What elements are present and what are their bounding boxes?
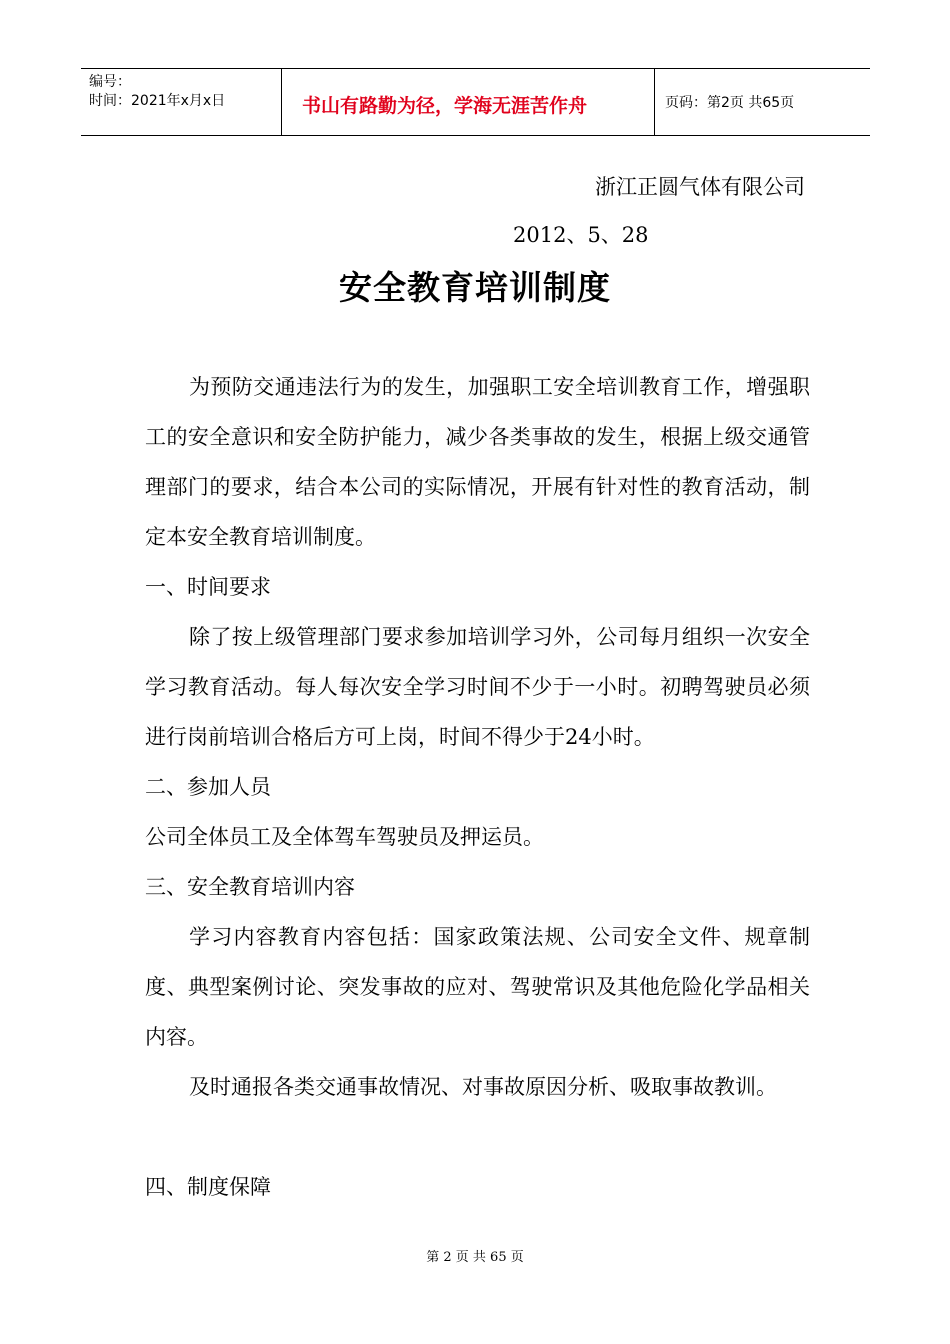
section-heading-time: 一、时间要求 [145, 575, 271, 599]
header-meta-cell [81, 69, 282, 135]
section-heading-content: 三、安全教育培训内容 [145, 875, 355, 899]
spacer [145, 1112, 810, 1162]
header-motto-cell [282, 69, 655, 135]
header-page-cell [655, 69, 870, 135]
document-header [81, 68, 870, 136]
company-name: 浙江正圆气体有限公司 [595, 175, 805, 199]
intro-paragraph: 为预防交通违法行为的发生，加强职工安全培训教育工作，增强职工的安全意识和安全防护能力，减少各类事故的发生，根据上级交通管理部门的要求，结合本公司的实际情况，开展有针对性的教育活动，制定本安全教育培训制度。 [145, 375, 810, 549]
section-heading-guarantee: 四、制度保障 [145, 1175, 271, 1199]
page-title: 安全教育培训制度 [339, 268, 611, 307]
section-content-paragraph: 学习内容教育内容包括：国家政策法规、公司安全文件、规章制度、典型案例讨论、突发事故的应对、驾驶常识及其他危险化学品相关内容。 [145, 925, 810, 1049]
number-label: 编号： [89, 74, 131, 90]
document-body [145, 362, 810, 1212]
page-info: 页码：第2页 共65页 [665, 95, 795, 111]
section-time-paragraph: 除了按上级管理部门要求参加培训学习外，公司每月组织一次安全学习教育活动。每人每次安全学习时间不少于一小时。初聘驾驶员必须进行岗前培训合格后方可上岗，时间不得少于24小时。 [145, 625, 810, 749]
header-motto: 书山有路勤为径，学海无涯苦作舟 [302, 95, 588, 117]
time-label: 时间：2021年x月x日 [89, 93, 226, 109]
document-date: 2012、5、28 [513, 223, 649, 247]
section-content-paragraph-2: 及时通报各类交通事故情况、对事故原因分析、吸取事故教训。 [189, 1075, 777, 1099]
page-footer: 第 2 页 共 65 页 [426, 1250, 524, 1265]
section-participants-paragraph: 公司全体员工及全体驾车驾驶员及押运员。 [145, 825, 544, 849]
section-heading-participants: 二、参加人员 [145, 775, 271, 799]
